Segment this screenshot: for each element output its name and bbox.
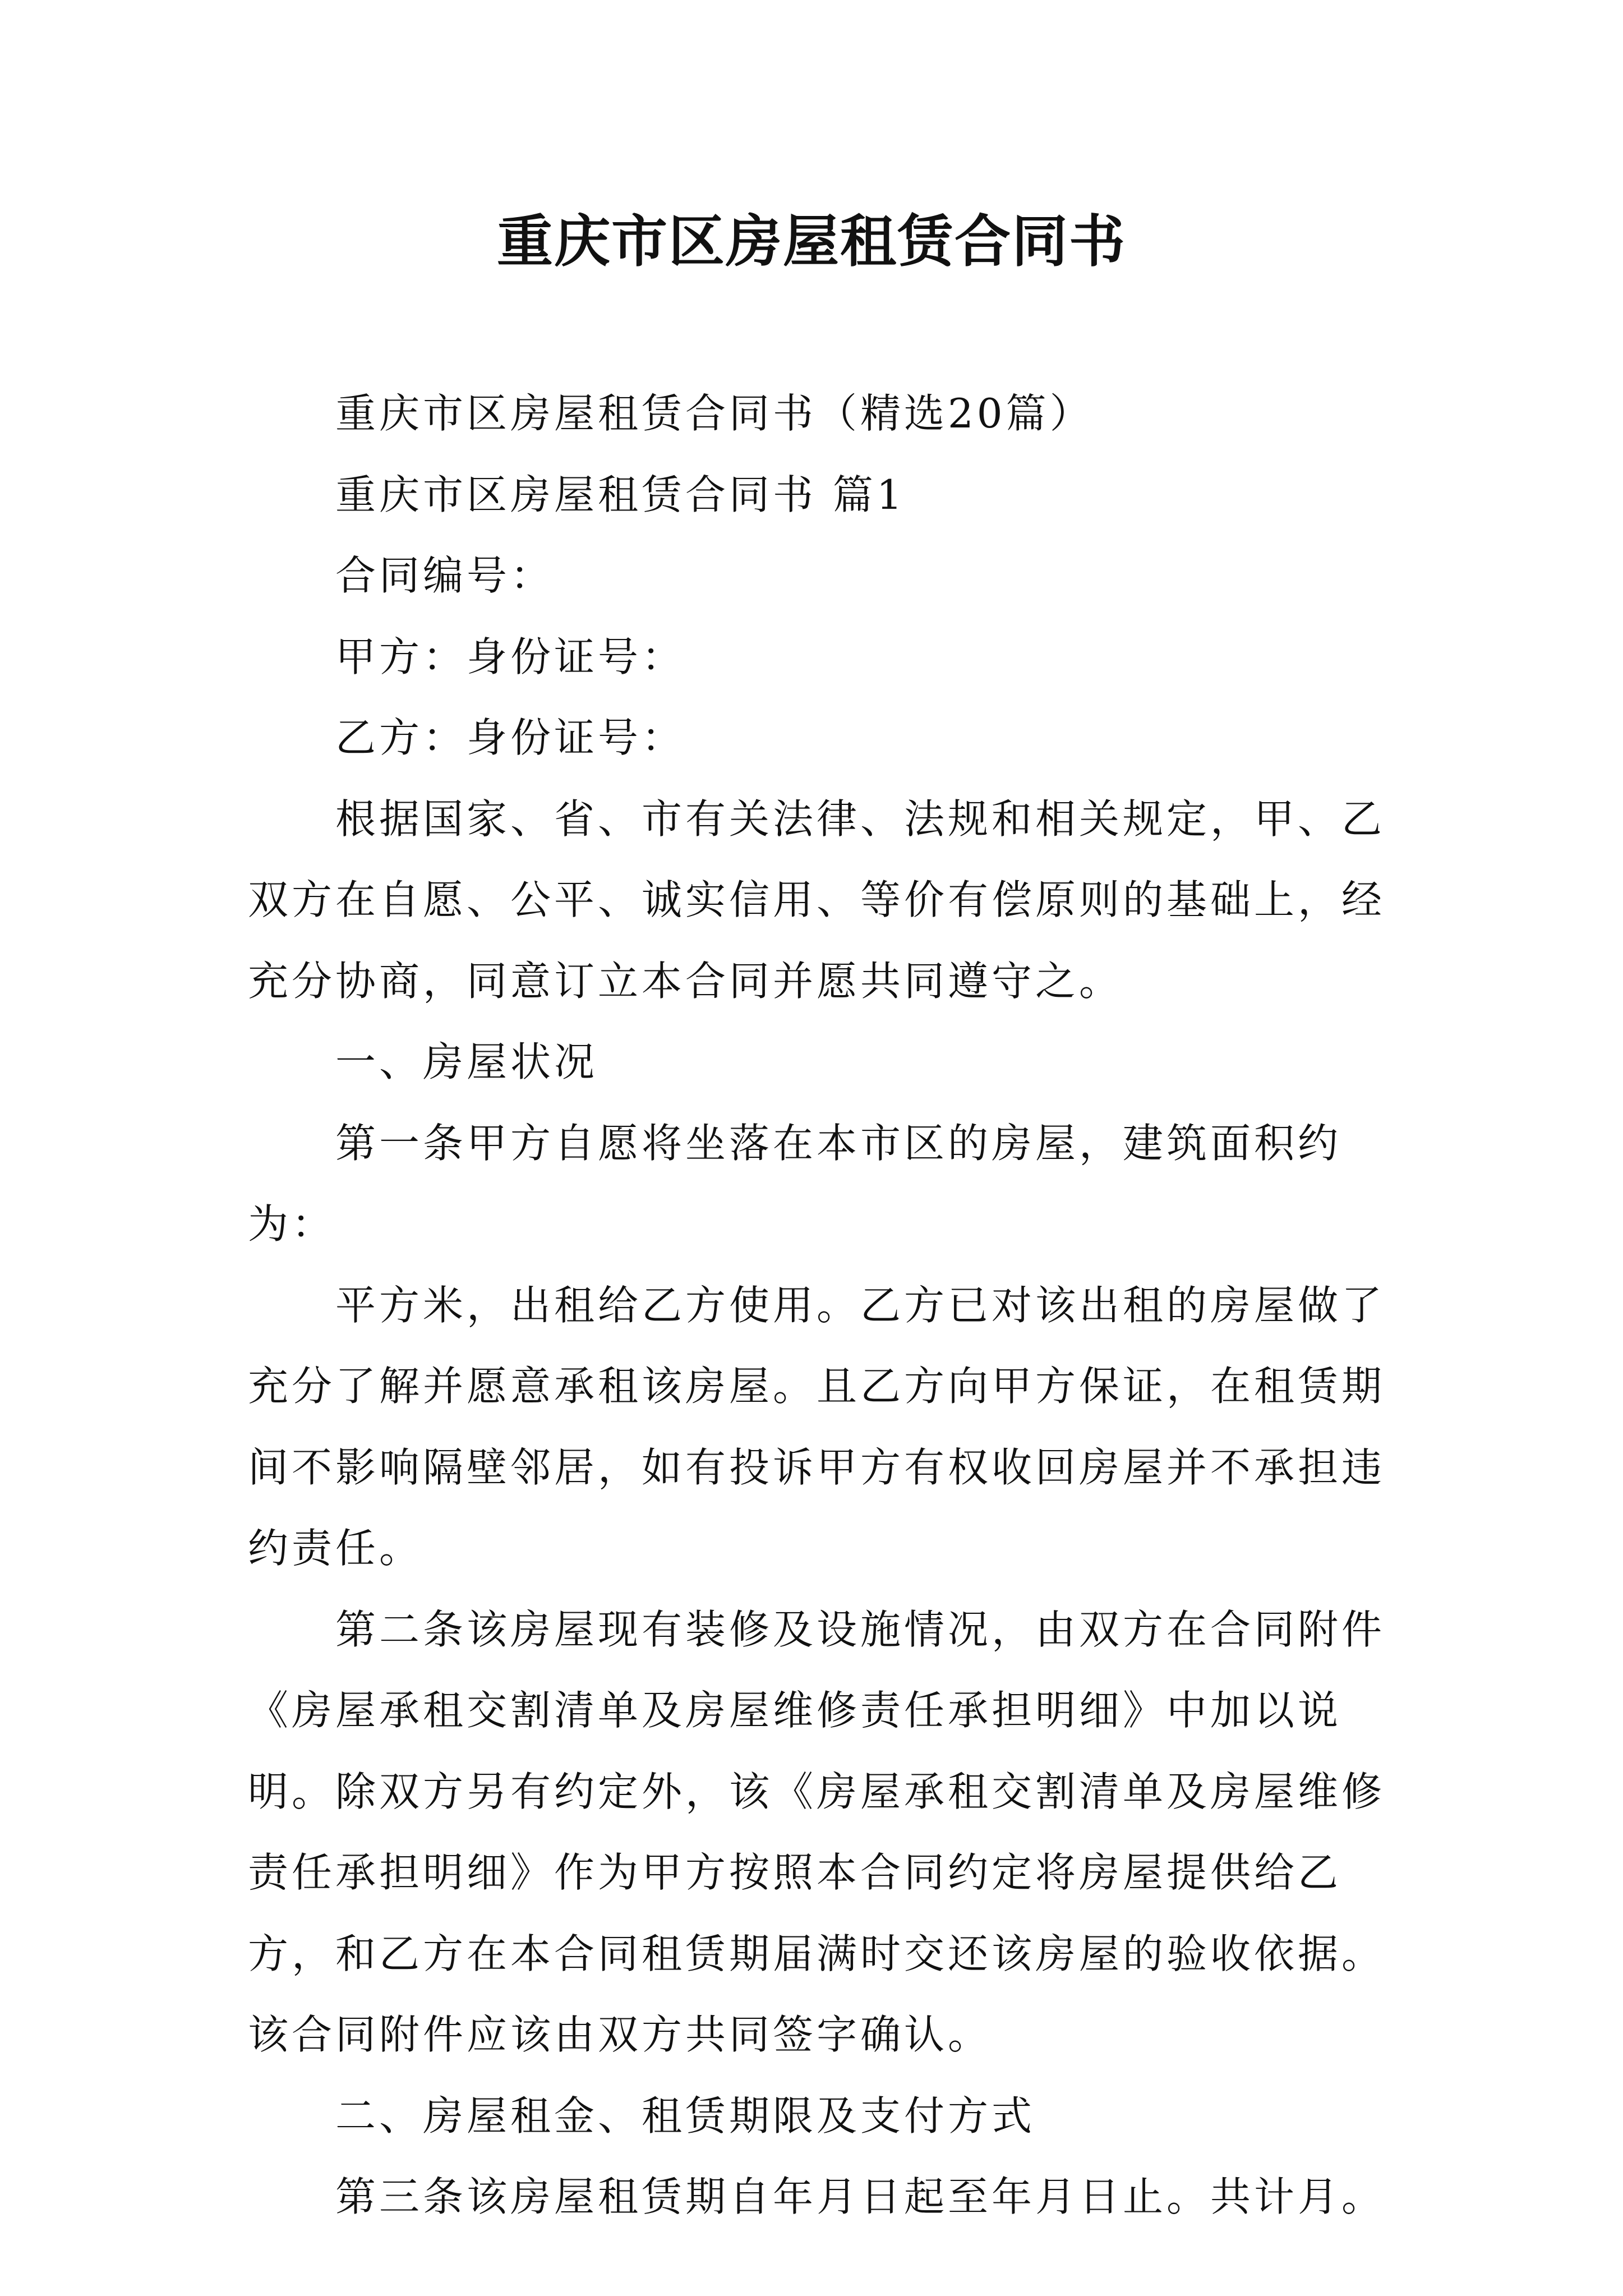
contract-number-line: 合同编号：: [335, 552, 555, 599]
heading-rent-terms: 二、房屋租金、租赁期限及支付方式: [335, 2092, 1036, 2139]
article-3-paragraph: 第三条该房屋租赁期自年月日起至年月日止。共计月。: [335, 2173, 1386, 2220]
document-title: 重庆市区房屋租赁合同书: [497, 208, 1126, 274]
section-heading-1: 重庆市区房屋租赁合同书 篇1: [335, 471, 906, 518]
heading-house-status: 一、房屋状况: [335, 1038, 598, 1085]
party-b-line: 乙方：身份证号：: [335, 714, 686, 761]
article-2-paragraph: 第二条该房屋现有装修及设施情况，由双方在合同附件《房屋承租交割清单及房屋维修责任承担明细》中加以说明。除双方另有约定外，该《房屋承租交割清单及房屋维修责任承担明细》作为甲方按照本合同约定将房屋提供给乙方，和乙方在本合同租赁期届满时交还该房屋的验收依据。该合同附件应该由双方共同签字确认。: [248, 1605, 1386, 2058]
subtitle-paragraph: 重庆市区房屋租赁合同书（精选20篇）: [335, 390, 1094, 437]
preamble-paragraph: 根据国家、省、市有关法律、法规和相关规定，甲、乙双方在自愿、公平、诚实信用、等价有偿原则的基础上，经充分协商，同意订立本合同并愿共同遵守之。: [248, 795, 1386, 1005]
document-body: [248, 373, 1392, 2238]
party-a-line: 甲方：身份证号：: [335, 633, 686, 680]
article-1-continued-paragraph: 平方米，出租给乙方使用。乙方已对该出租的房屋做了充分了解并愿意承租该房屋。且乙方向甲方保证，在租赁期间不影响隔壁邻居，如有投诉甲方有权收回房屋并不承担违约责任。: [248, 1281, 1386, 1572]
article-1-paragraph: 第一条甲方自愿将坐落在本市区的房屋，建筑面积约为：: [248, 1119, 1342, 1248]
